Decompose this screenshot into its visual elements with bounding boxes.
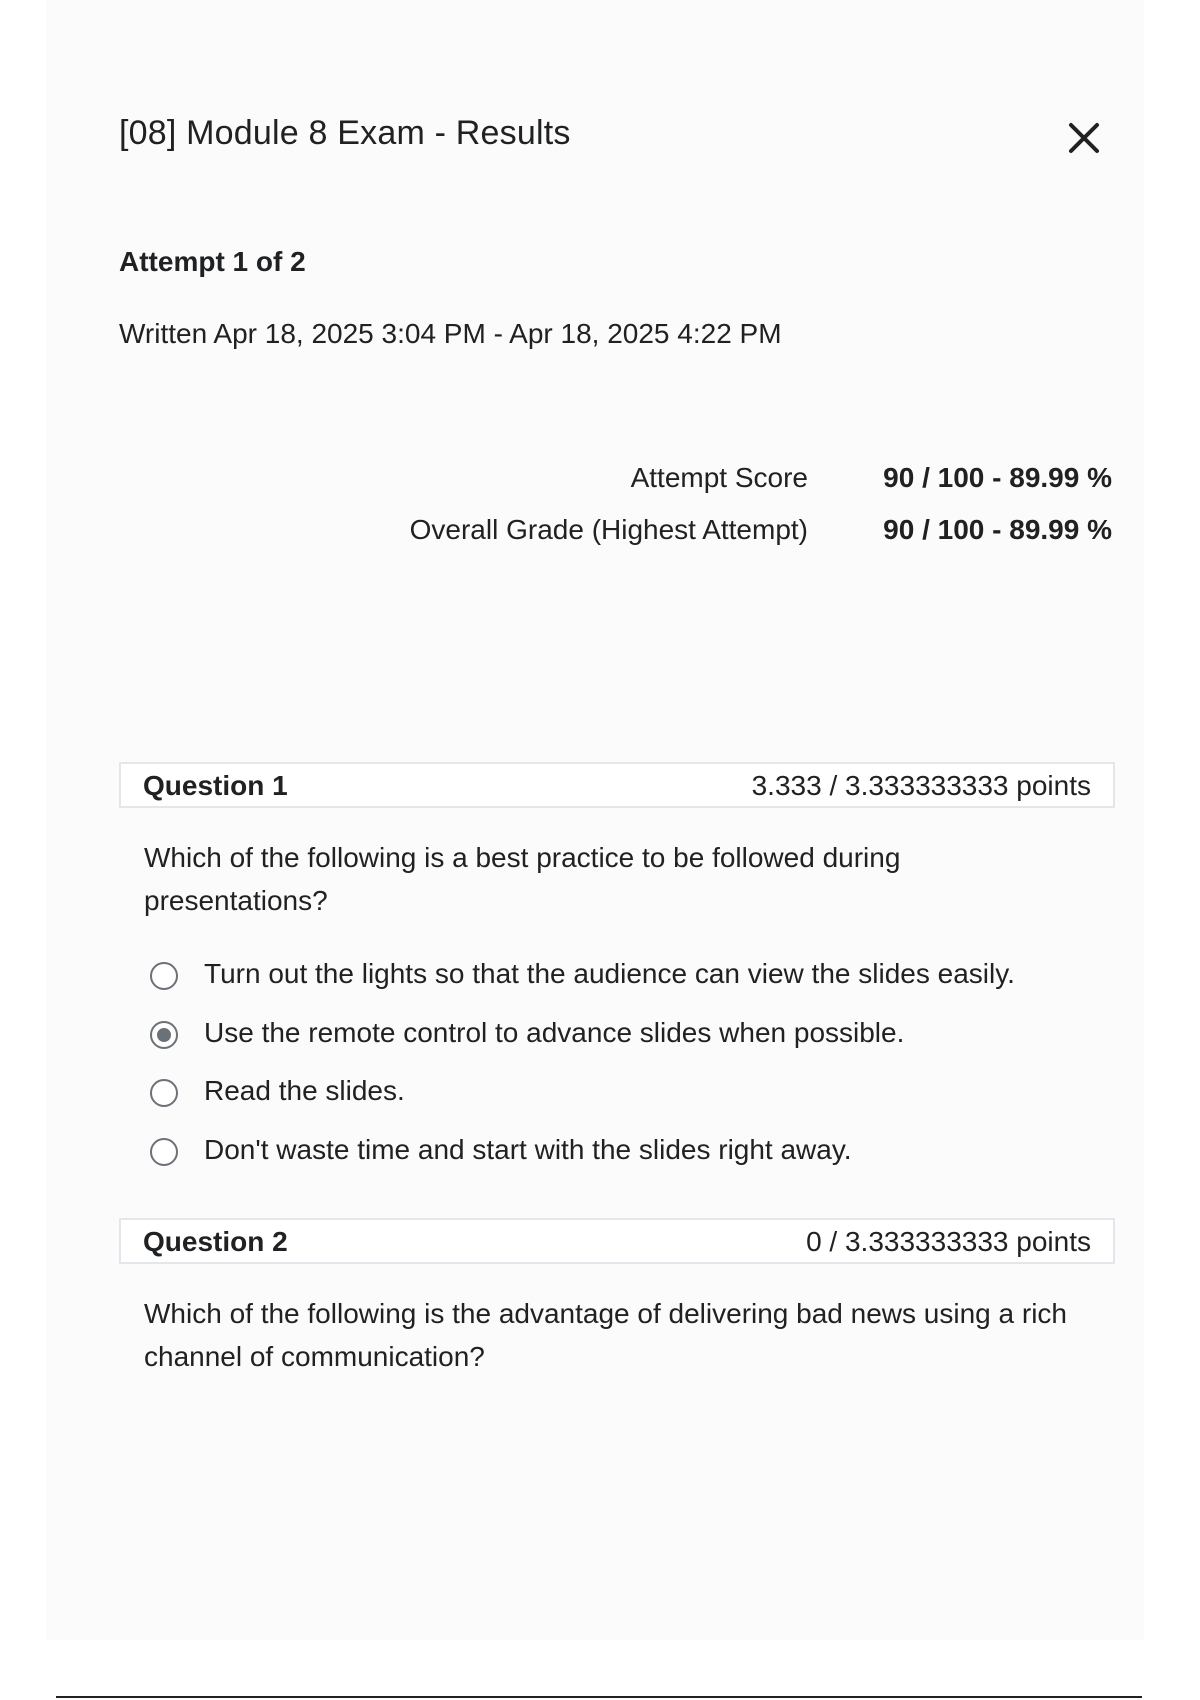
question-2-text: Which of the following is the advantage of delivering bad news using a rich channel of communication?	[144, 1298, 1067, 1372]
attempt-score-label: Attempt Score	[630, 462, 808, 493]
option-label: Use the remote control to advance slides when possible.	[204, 1017, 905, 1048]
overall-grade-label: Overall Grade (Highest Attempt)	[409, 514, 808, 545]
question-1-title: Question 1	[143, 770, 288, 801]
page-divider	[56, 1696, 1142, 1698]
overall-grade-value: 90 / 100 - 89.99 %	[883, 514, 1112, 545]
question-1-points: 3.333 / 3.333333333 points	[751, 770, 1091, 801]
attempt-score-row	[300, 462, 1112, 502]
question-1-text: Which of the following is a best practice to be followed during presentations?	[144, 842, 901, 916]
radio-button[interactable]	[150, 1079, 178, 1107]
option-label: Read the slides.	[204, 1075, 405, 1106]
overall-grade-row	[300, 514, 1112, 554]
page-title: [08] Module 8 Exam - Results	[119, 114, 571, 152]
close-icon	[1064, 118, 1104, 158]
option-label: Don't waste time and start with the slides right away.	[204, 1134, 852, 1165]
question-2-points: 0 / 3.333333333 points	[806, 1226, 1091, 1257]
question-2-header	[119, 1218, 1115, 1264]
option-label: Turn out the lights so that the audience can view the slides easily.	[204, 958, 1015, 989]
close-button[interactable]	[1064, 118, 1104, 158]
radio-button[interactable]	[150, 1138, 178, 1166]
question-1-header	[119, 762, 1115, 808]
written-timestamp: Written Apr 18, 2025 3:04 PM - Apr 18, 2025 4:22 PM	[119, 318, 782, 349]
attempt-score-value: 90 / 100 - 89.99 %	[883, 462, 1112, 493]
attempt-label: Attempt 1 of 2	[119, 246, 306, 277]
question-2-title: Question 2	[143, 1226, 288, 1257]
radio-button[interactable]	[150, 962, 178, 990]
radio-button-selected[interactable]	[150, 1021, 178, 1049]
